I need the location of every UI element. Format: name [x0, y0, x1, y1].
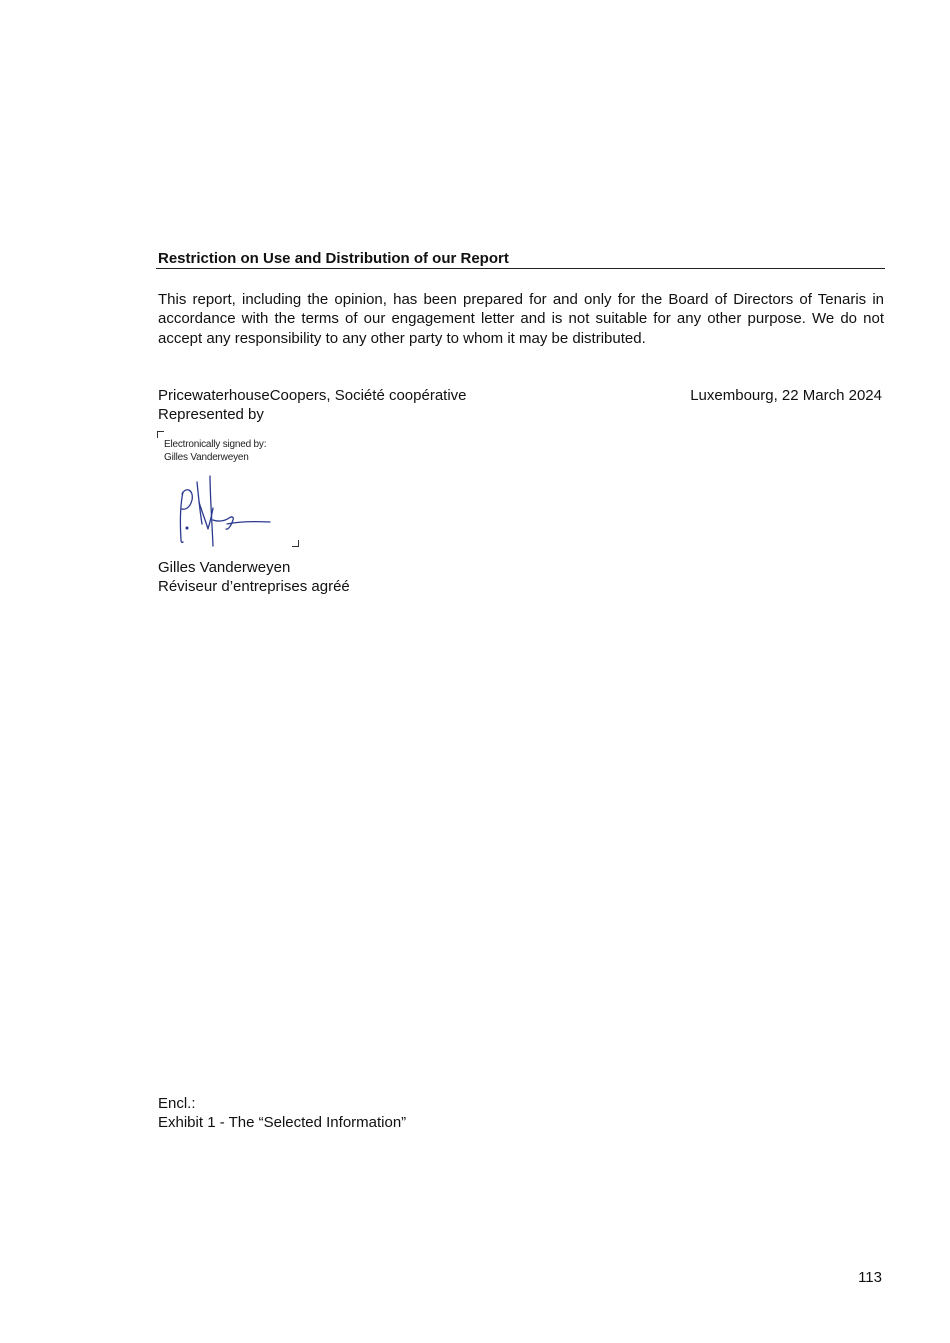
section-heading: Restriction on Use and Distribution of our Report: [158, 250, 509, 267]
signer-name: Gilles Vanderweyen: [158, 559, 291, 576]
e-signature-caption-line2: Gilles Vanderweyen: [164, 451, 249, 463]
signature-frame-corner-bottom-right: [292, 540, 299, 547]
restriction-paragraph: This report, including the opinion, has been prepared for and only for the Board of Directors of Tenaris in accordance with the terms of our engagement letter and is not suitable for any other purpose. We do not accept any responsibility to any other party to whom it may be distributed.: [158, 291, 884, 347]
enclosures-label: Encl.:: [158, 1095, 196, 1112]
represented-by: Represented by: [158, 406, 264, 423]
handwritten-signature: [170, 472, 280, 550]
signature-frame-corner-top-left: [157, 431, 164, 438]
e-signature-caption-line1: Electronically signed by:: [164, 439, 267, 450]
e-signature-caption: [164, 439, 266, 464]
place-and-date: Luxembourg, 22 March 2024: [690, 387, 882, 404]
heading-divider: [156, 268, 885, 269]
page-number: 113: [858, 1269, 882, 1286]
signer-title: Réviseur d’entreprises agréé: [158, 578, 350, 595]
enclosure-item: Exhibit 1 - The “Selected Information”: [158, 1114, 407, 1131]
firm-name: PricewaterhouseCoopers, Société coopérative: [158, 387, 467, 404]
